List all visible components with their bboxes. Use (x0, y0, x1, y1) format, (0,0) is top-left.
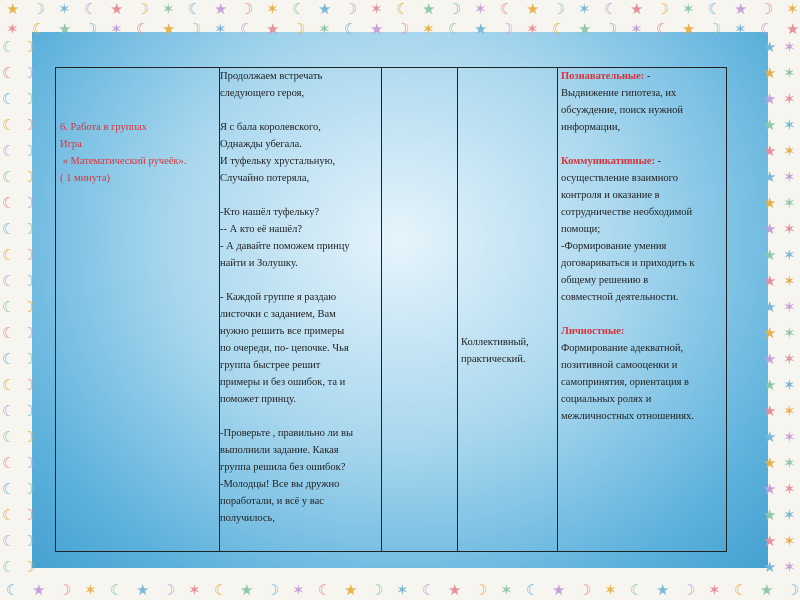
star-icon: ★ (318, 2, 332, 18)
star-icon: ★ (474, 22, 488, 38)
star-icon: ✶ (578, 2, 591, 18)
star-icon: ★ (344, 583, 358, 599)
moon-icon: ☽ (22, 456, 36, 472)
star-icon: ✶ (604, 583, 617, 599)
star-icon: ★ (214, 2, 228, 18)
teacher-activity: Продолжаем встречать следующего героя, Я с бала королевского, Однажды убегала. И туфельку хрустальную, Случайно потеряла, -Кто нашёл туфельку? -- А кто её нашёл? - А давайте поможем принцу найти и Золушку. - Каждой группе я раздаю листочки с заданием, Вам нужно решить все примеры по очереди, по- цепочке. Чья группа быстрее решит примеры и без ошибок, та и поможет принцу. -Проверьте , правильно ли вы выполнили задание. Какая группа решила без ошибок? -Молодцы! Все вы дружно поработали, и всё у вас получилось, (220, 71, 354, 524)
moon-icon: ☽ (22, 274, 36, 290)
moon-icon: ☾ (2, 482, 16, 498)
star-icon: ✶ (783, 508, 796, 524)
moon-icon: ☽ (22, 196, 36, 212)
moon-icon: ☾ (32, 22, 46, 38)
star-icon: ★ (763, 274, 777, 290)
moon-icon: ☾ (2, 352, 16, 368)
star-icon: ★ (763, 534, 777, 550)
star-icon: ★ (448, 583, 462, 599)
moon-icon: ☽ (266, 583, 280, 599)
star-icon: ★ (526, 2, 540, 18)
moon-icon: ☾ (214, 583, 228, 599)
star-icon: ★ (760, 583, 774, 599)
moon-icon: ☽ (708, 22, 722, 38)
star-icon: ✶ (783, 482, 796, 498)
moon-icon: ☾ (2, 222, 16, 238)
moon-icon: ☾ (396, 2, 410, 18)
moon-icon: ☽ (344, 2, 358, 18)
star-icon: ★ (763, 118, 777, 134)
star-icon: ★ (763, 66, 777, 82)
star-icon: ★ (786, 22, 800, 38)
moon-icon: ☽ (22, 560, 36, 576)
moon-icon: ☾ (2, 430, 16, 446)
star-icon: ★ (578, 22, 592, 38)
moon-icon: ☽ (22, 300, 36, 316)
star-icon: ✶ (783, 378, 796, 394)
moon-icon: ☾ (2, 118, 16, 134)
moon-icon: ☽ (500, 22, 514, 38)
star-icon: ★ (763, 456, 777, 472)
star-icon: ✶ (58, 2, 71, 18)
moon-icon: ☽ (448, 2, 462, 18)
star-icon: ✶ (783, 534, 796, 550)
moon-icon: ☽ (22, 352, 36, 368)
moon-icon: ☾ (136, 22, 150, 38)
star-icon: ✶ (783, 560, 796, 576)
moon-icon: ☾ (2, 248, 16, 264)
star-icon: ✶ (188, 583, 201, 599)
star-icon: ✶ (162, 2, 175, 18)
moon-icon: ☾ (292, 2, 306, 18)
star-icon: ✶ (110, 22, 123, 38)
moon-icon: ☽ (240, 2, 254, 18)
column-divider (557, 68, 558, 551)
star-icon: ✶ (783, 300, 796, 316)
star-icon: ✶ (783, 222, 796, 238)
star-icon: ✶ (474, 2, 487, 18)
star-icon: ★ (6, 2, 20, 18)
star-icon: ✶ (783, 170, 796, 186)
moon-icon: ☾ (760, 22, 774, 38)
star-icon: ★ (763, 378, 777, 394)
moon-icon: ☽ (22, 222, 36, 238)
moon-icon: ☽ (32, 2, 46, 18)
star-icon: ✶ (734, 22, 747, 38)
star-icon: ✶ (783, 404, 796, 420)
duration: ( 1 минута) (60, 173, 111, 184)
moon-icon: ☾ (2, 40, 16, 56)
moon-icon: ☽ (22, 508, 36, 524)
moon-icon: ☾ (318, 583, 332, 599)
star-icon: ✶ (526, 22, 539, 38)
moon-icon: ☾ (422, 583, 436, 599)
star-icon: ✶ (783, 66, 796, 82)
star-icon: ★ (422, 2, 436, 18)
moon-icon: ☾ (630, 583, 644, 599)
star-icon: ✶ (783, 92, 796, 108)
moon-icon: ☽ (162, 583, 176, 599)
star-icon: ✶ (783, 118, 796, 134)
moon-icon: ☾ (2, 92, 16, 108)
moon-icon: ☽ (188, 22, 202, 38)
moon-icon: ☽ (474, 583, 488, 599)
star-icon: ✶ (500, 583, 513, 599)
moon-icon: ☾ (84, 2, 98, 18)
moon-icon: ☾ (240, 22, 254, 38)
moon-icon: ☽ (22, 534, 36, 550)
moon-icon: ☾ (110, 583, 124, 599)
star-icon: ✶ (783, 326, 796, 342)
moon-icon: ☽ (760, 2, 774, 18)
star-icon: ★ (763, 40, 777, 56)
star-icon: ★ (630, 2, 644, 18)
moon-icon: ☽ (370, 583, 384, 599)
star-icon: ★ (763, 92, 777, 108)
star-icon: ✶ (318, 22, 331, 38)
star-icon: ✶ (708, 583, 721, 599)
star-icon: ★ (763, 326, 777, 342)
moon-icon: ☾ (6, 583, 20, 599)
star-icon: ✶ (630, 22, 643, 38)
column-divider (457, 68, 458, 551)
star-icon: ✶ (84, 583, 97, 599)
star-icon: ✶ (214, 22, 227, 38)
star-icon: ✶ (422, 22, 435, 38)
moon-icon: ☽ (58, 583, 72, 599)
moon-icon: ☾ (2, 274, 16, 290)
communicative-text: - осуществление взаимного контроля и оказание в сотрудничестве необходимой помощи; -Формирование умения договариваться и приходить к общему решению в совместной деятельности. (561, 156, 695, 303)
star-icon: ✶ (6, 22, 19, 38)
star-icon: ★ (370, 22, 384, 38)
form-of-work: Коллективный, практический. (461, 337, 529, 365)
star-icon: ✶ (783, 274, 796, 290)
moon-icon: ☽ (292, 22, 306, 38)
moon-icon: ☾ (656, 22, 670, 38)
star-icon: ★ (763, 196, 777, 212)
star-icon: ✶ (783, 144, 796, 160)
star-icon: ★ (734, 2, 748, 18)
game-label: Игра (60, 139, 82, 150)
moon-icon: ☽ (604, 22, 618, 38)
star-icon: ★ (763, 404, 777, 420)
moon-icon: ☽ (22, 92, 36, 108)
moon-icon: ☾ (344, 22, 358, 38)
lesson-table (55, 67, 727, 552)
star-icon: ★ (763, 508, 777, 524)
star-icon: ★ (682, 22, 696, 38)
moon-icon: ☽ (136, 2, 150, 18)
moon-icon: ☽ (22, 482, 36, 498)
star-icon: ★ (763, 300, 777, 316)
moon-icon: ☾ (708, 2, 722, 18)
star-icon: ✶ (783, 456, 796, 472)
star-icon: ✶ (783, 352, 796, 368)
star-icon: ★ (656, 583, 670, 599)
moon-icon: ☾ (2, 144, 16, 160)
star-icon: ✶ (783, 248, 796, 264)
moon-icon: ☾ (500, 2, 514, 18)
star-icon: ★ (136, 583, 150, 599)
moon-icon: ☾ (2, 378, 16, 394)
cognitive-label: Познавательные: (561, 71, 645, 82)
moon-icon: ☾ (2, 66, 16, 82)
moon-icon: ☾ (734, 583, 748, 599)
game-name: « Математический ручеёк». (60, 156, 187, 167)
moon-icon: ☾ (2, 404, 16, 420)
star-icon: ★ (110, 2, 124, 18)
moon-icon: ☽ (22, 248, 36, 264)
star-icon: ★ (763, 482, 777, 498)
star-icon: ✶ (783, 430, 796, 446)
star-icon: ★ (763, 222, 777, 238)
moon-icon: ☽ (396, 22, 410, 38)
moon-icon: ☽ (22, 170, 36, 186)
moon-icon: ☾ (2, 170, 16, 186)
moon-icon: ☾ (2, 534, 16, 550)
cognitive-text: - Выдвижение гипотеза, их обсуждение, поиск нужной информации, (561, 71, 683, 133)
communicative-label: Коммуникативные: (561, 156, 655, 167)
star-icon: ✶ (786, 2, 799, 18)
star-icon: ★ (266, 22, 280, 38)
stage-cell (60, 119, 218, 187)
moon-icon: ☽ (786, 583, 800, 599)
moon-icon: ☾ (2, 300, 16, 316)
moon-icon: ☾ (2, 508, 16, 524)
moon-icon: ☾ (2, 326, 16, 342)
moon-icon: ☽ (22, 40, 36, 56)
star-icon: ★ (763, 560, 777, 576)
star-icon: ✶ (682, 2, 695, 18)
moon-icon: ☽ (22, 378, 36, 394)
moon-icon: ☾ (604, 2, 618, 18)
star-icon: ✶ (292, 583, 305, 599)
moon-icon: ☽ (84, 22, 98, 38)
star-icon: ★ (552, 583, 566, 599)
moon-icon: ☽ (22, 118, 36, 134)
stage-title: 6. Работа в группах (60, 122, 147, 133)
personal-label: Личностные: (561, 326, 625, 337)
personal-text: Формирование адекватной, позитивной самооценки и самопринятия, ориентация в социальных ролях и межличностных отношениях. (561, 343, 694, 422)
star-icon: ★ (763, 170, 777, 186)
star-icon: ✶ (783, 196, 796, 212)
moon-icon: ☽ (552, 2, 566, 18)
moon-icon: ☾ (2, 560, 16, 576)
column-divider (381, 68, 382, 551)
moon-icon: ☾ (552, 22, 566, 38)
star-icon: ★ (58, 22, 72, 38)
moon-icon: ☽ (22, 404, 36, 420)
star-icon: ✶ (266, 2, 279, 18)
moon-icon: ☽ (22, 430, 36, 446)
star-icon: ✶ (370, 2, 383, 18)
star-icon: ★ (763, 144, 777, 160)
moon-icon: ☽ (22, 326, 36, 342)
star-icon: ★ (240, 583, 254, 599)
moon-icon: ☾ (2, 196, 16, 212)
moon-icon: ☾ (448, 22, 462, 38)
star-icon: ✶ (783, 40, 796, 56)
moon-icon: ☽ (22, 66, 36, 82)
moon-icon: ☾ (526, 583, 540, 599)
star-icon: ★ (32, 583, 46, 599)
star-icon: ★ (763, 352, 777, 368)
moon-icon: ☽ (22, 144, 36, 160)
uud-cell (561, 68, 726, 425)
star-icon: ✶ (396, 583, 409, 599)
moon-icon: ☽ (656, 2, 670, 18)
star-icon: ★ (763, 248, 777, 264)
moon-icon: ☽ (682, 583, 696, 599)
star-icon: ★ (763, 430, 777, 446)
moon-icon: ☾ (188, 2, 202, 18)
moon-icon: ☾ (2, 456, 16, 472)
moon-icon: ☽ (578, 583, 592, 599)
star-icon: ★ (162, 22, 176, 38)
